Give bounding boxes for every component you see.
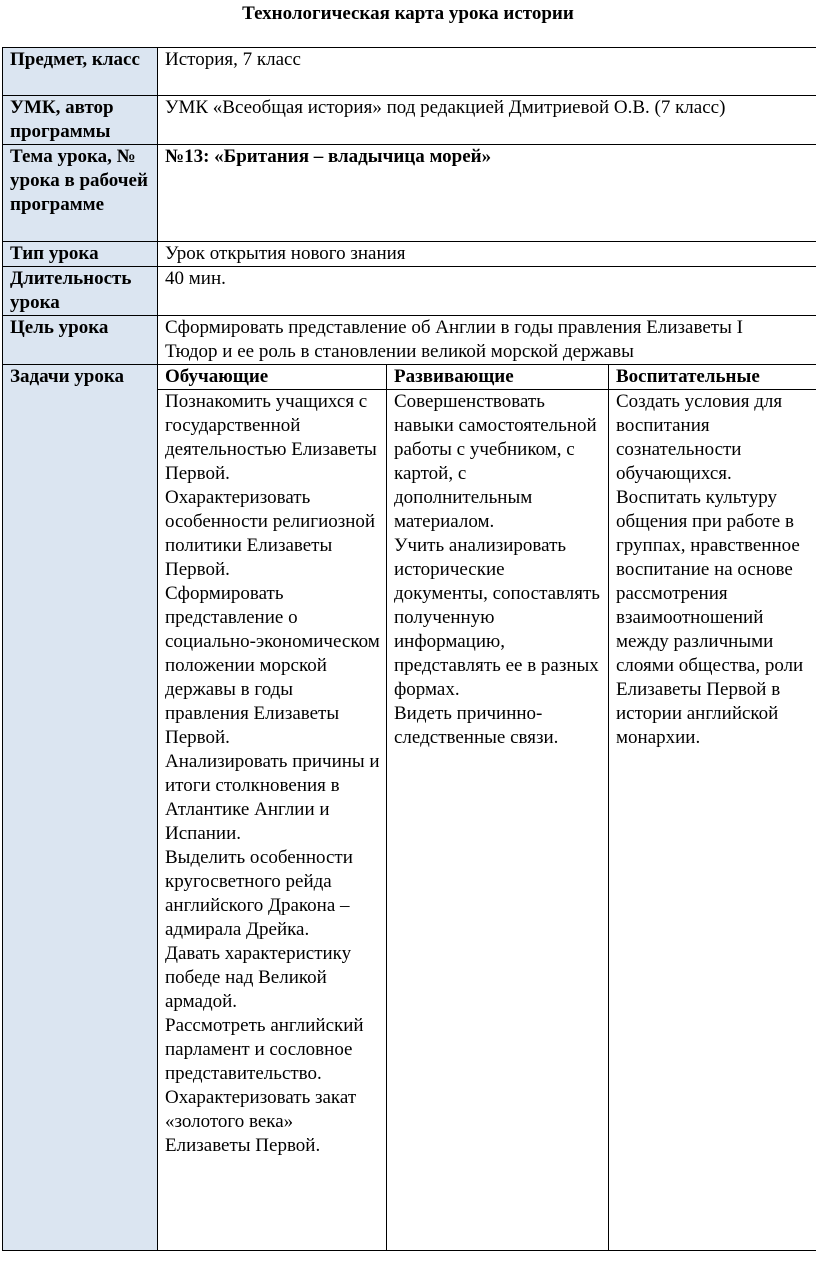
umk-value: УМК «Всеобщая история» под редакцией Дмитриевой О.В. (7 класс) <box>158 96 816 145</box>
tasks-educational-cell <box>609 390 816 1251</box>
lesson-card-table <box>2 47 816 1251</box>
goal-value <box>158 316 816 365</box>
task-item: Охарактеризовать особенности религиозной политики Елизаветы Первой. <box>165 487 376 580</box>
task-item: Сформировать представление о социально-экономическом положении морской державы в годы правления Елизаветы Первой. <box>165 583 380 748</box>
task-item: Совершенствовать навыки самостоятельной работы с учебником, с картой, с дополнительным материалом. <box>394 391 597 532</box>
umk-label: УМК, автор программы <box>3 96 158 145</box>
task-item: Воспитать культуру общения при работе в группах, нравственное воспитание на основе рассмотрения взаимоотношений между различными слоями общества, роли Елизаветы Первой в истории английской монархии. <box>616 487 804 748</box>
task-item: Рассмотреть английский парламент и сословное представительство. <box>165 1015 364 1084</box>
task-item: Охарактеризовать закат «золотого века» Елизаветы Первой. <box>165 1087 357 1156</box>
task-item: Видеть причинно-следственные связи. <box>394 703 559 748</box>
tasks-label: Задачи урока <box>3 365 158 1251</box>
tasks-header-teaching: Обучающие <box>158 365 387 390</box>
duration-value: 40 мин. <box>158 267 816 316</box>
type-value: Урок открытия нового знания <box>158 242 816 267</box>
goal-text: Сформировать представление об Англии в годы правления Елизаветы I Тюдор и ее роль в становлении великой морской державы <box>165 317 743 362</box>
task-item: Анализировать причины и итоги столкновения в Атлантике Англии и Испании. <box>165 751 380 844</box>
topic-label: Тема урока, № урока в рабочей программе <box>3 145 158 242</box>
row-type <box>3 242 816 267</box>
duration-label: Длительность урока <box>3 267 158 316</box>
task-item: Выделить особенности кругосветного рейда английского Дракона – адмирала Дрейка. <box>165 847 353 940</box>
tasks-header-educational: Воспитательные <box>609 365 816 390</box>
task-item: Учить анализировать исторические документы, сопоставлять полученную информацию, представлять ее в разных формах. <box>394 535 600 700</box>
task-item: Давать характеристику победе над Великой армадой. <box>165 943 352 1012</box>
task-item: Создать условия для воспитания сознательности обучающихся. <box>616 391 783 484</box>
tasks-header-developing: Развивающие <box>387 365 609 390</box>
row-duration <box>3 267 816 316</box>
row-umk <box>3 96 816 145</box>
tasks-developing-cell <box>387 390 609 1251</box>
row-goal <box>3 316 816 365</box>
tasks-teaching-cell <box>158 390 387 1251</box>
subject-value: История, 7 класс <box>158 48 816 96</box>
topic-value: №13: «Британия – владычица морей» <box>158 145 816 242</box>
subject-label: Предмет, класс <box>3 48 158 96</box>
goal-label: Цель урока <box>3 316 158 365</box>
row-subject <box>3 48 816 96</box>
row-topic <box>3 145 816 242</box>
document-title: Технологическая карта урока истории <box>242 3 574 24</box>
task-item: Познакомить учащихся с государственной деятельностью Елизаветы Первой. <box>165 391 377 484</box>
row-tasks-header <box>3 365 816 390</box>
type-label: Тип урока <box>3 242 158 267</box>
